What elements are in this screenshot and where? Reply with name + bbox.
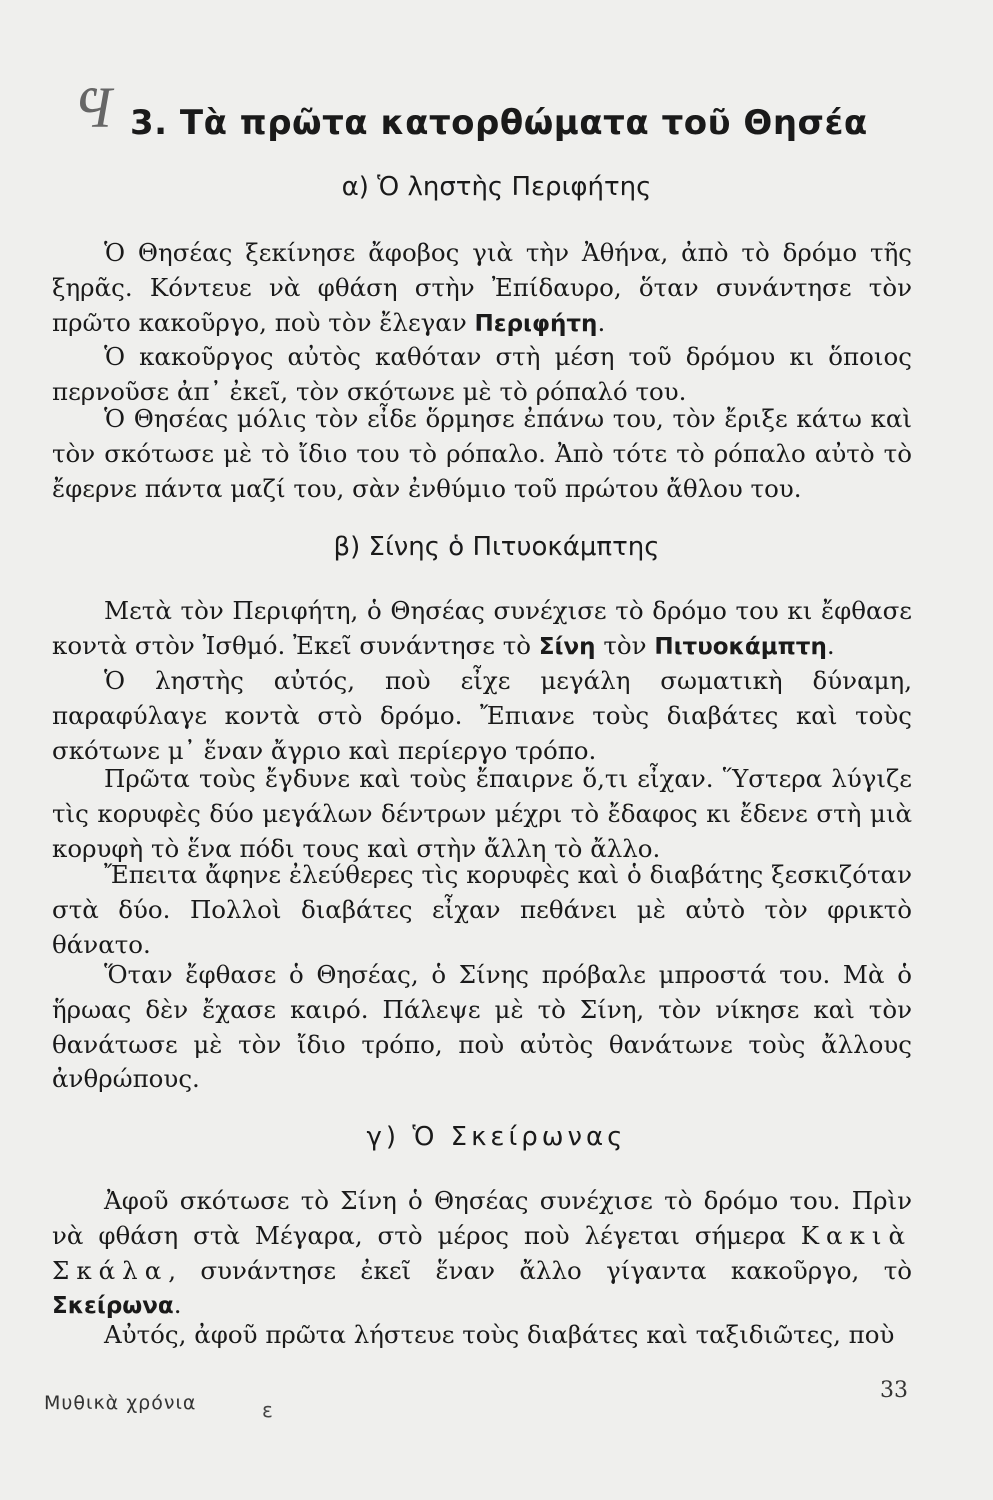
- paragraph: Ὁ Θησέας ξεκίνησε ἄφοβος γιὰ τὴν Ἀθήνα, ἀπὸ τὸ δρόμο τῆς ξηρᾶς. Κόντευε νὰ φθάση στὴν Ἐπίδαυρο, ὅταν συνάντησε τὸν πρῶτο κακοῦργο, ποὺ τὸν ἔλεγαν Περιφήτη.: [52, 238, 912, 337]
- section-heading-periphetes: α) Ὁ ληστὴς Περιφήτης: [341, 172, 652, 202]
- section-heading-sinis: β) Σίνης ὁ Πιτυοκάμπτης: [333, 532, 660, 562]
- signature-mark: Μυθικὰ χρόνια: [44, 1392, 197, 1414]
- name-sinis: Σίνη: [538, 633, 596, 660]
- section-heading-skiron: γ) Ὁ Σκείρωνας: [366, 1122, 627, 1152]
- paragraph: Ὁ Θησέας μόλις τὸν εἶδε ὅρμησε ἐπάνω του, τὸν ἔριξε κάτω καὶ τὸν σκότωσε μὲ τὸ ἴδιο του τὸ ρόπαλο. Ἀπὸ τότε τὸ ρόπαλο αὐτὸ τὸ ἔφερνε πάντα μαζί του, σὰν ἐνθύμιο τοῦ πρώτου ἄθλου του.: [52, 404, 912, 503]
- paragraph: Ὅταν ἔφθασε ὁ Θησέας, ὁ Σίνης πρόβαλε μπροστά του. Μὰ ὁ ἥρωας δὲν ἔχασε καιρό. Πάλεψε μὲ τὸ Σίνη, τὸν νίκησε καὶ τὸν θανάτωσε μὲ τὸν ἴδιο τρόπο, ποὺ αὐτὸς θανάτωνε τοὺς ἄλλους ἀνθρώπους.: [52, 960, 912, 1094]
- paragraph: Πρῶτα τοὺς ἔγδυνε καὶ τοὺς ἔπαιρνε ὅ,τι εἶχαν. Ὕστερα λύγιζε τὶς κορυφὲς δύο μεγάλων δέντρων μέχρι τὸ ἔδαφος κι ἔδενε στὴ μιὰ κορυφὴ τὸ ἕνα πόδι τους καὶ στὴν ἄλλη τὸ ἄλλο.: [52, 764, 912, 863]
- paragraph: Αὐτός, ἀφοῦ πρῶτα λήστευε τοὺς διαβάτες καὶ ταξιδιῶτες, ποὺ: [104, 1320, 895, 1349]
- handwritten-margin-mark: Ϥ: [78, 73, 112, 141]
- page-number: 33: [880, 1378, 908, 1403]
- chapter-title: 3. Τὰ πρῶτα κατορθώματα τοῦ Θησέα: [130, 103, 868, 143]
- name-periphetes: Περιφήτη: [474, 310, 598, 337]
- paragraph: Ἔπειτα ἄφηνε ἐλεύθερες τὶς κορυφὲς καὶ ὁ διαβάτης ξεσκιζόταν στὰ δύο. Πολλοὶ διαβάτες εἶχαν πεθάνει μὲ αὐτὸ τὸν φρικτὸ θάνατο.: [52, 860, 912, 959]
- name-pityokamptis: Πιτυοκάμπτη: [654, 633, 827, 660]
- name-skiron: Σκείρωνα: [52, 1293, 174, 1320]
- paragraph: Ἀφοῦ σκότωσε τὸ Σίνη ὁ Θησέας συνέχισε τὸ δρόμο του. Πρὶν νὰ φθάση στὰ Μέγαρα, στὸ μέρος ποὺ λέγεται σήμερα Κακιὰ Σκάλα, συνάντησε ἐκεῖ ἕναν ἄλλο γίγαντα κακοῦργο, τὸ Σκείρωνα.: [52, 1186, 912, 1320]
- place-kakia-skala: Κακιὰ Σκάλα: [52, 1220, 912, 1285]
- paragraph: Ὁ ληστὴς αὐτός, ποὺ εἶχε μεγάλη σωματικὴ δύναμη, παραφύλαγε κοντὰ στὸ δρόμο. Ἔπιανε τοὺς διαβάτες καὶ τοὺς σκότωνε μ᾽ ἕναν ἄγριο καὶ περίεργο τρόπο.: [52, 666, 912, 765]
- paragraph: Μετὰ τὸν Περιφήτη, ὁ Θησέας συνέχισε τὸ δρόμο του κι ἔφθασε κοντὰ στὸν Ἰσθμό. Ἐκεῖ συνάντησε τὸ Σίνη τὸν Πιτυοκάμπτη.: [52, 596, 912, 660]
- paragraph: Ὁ κακοῦργος αὐτὸς καθόταν στὴ μέση τοῦ δρόμου κι ὅποιος περνοῦσε ἀπ᾽ ἐκεῖ, τὸν σκότωνε μὲ τὸ ρόπαλό του.: [52, 342, 912, 406]
- sheet-mark: ε: [262, 1398, 273, 1422]
